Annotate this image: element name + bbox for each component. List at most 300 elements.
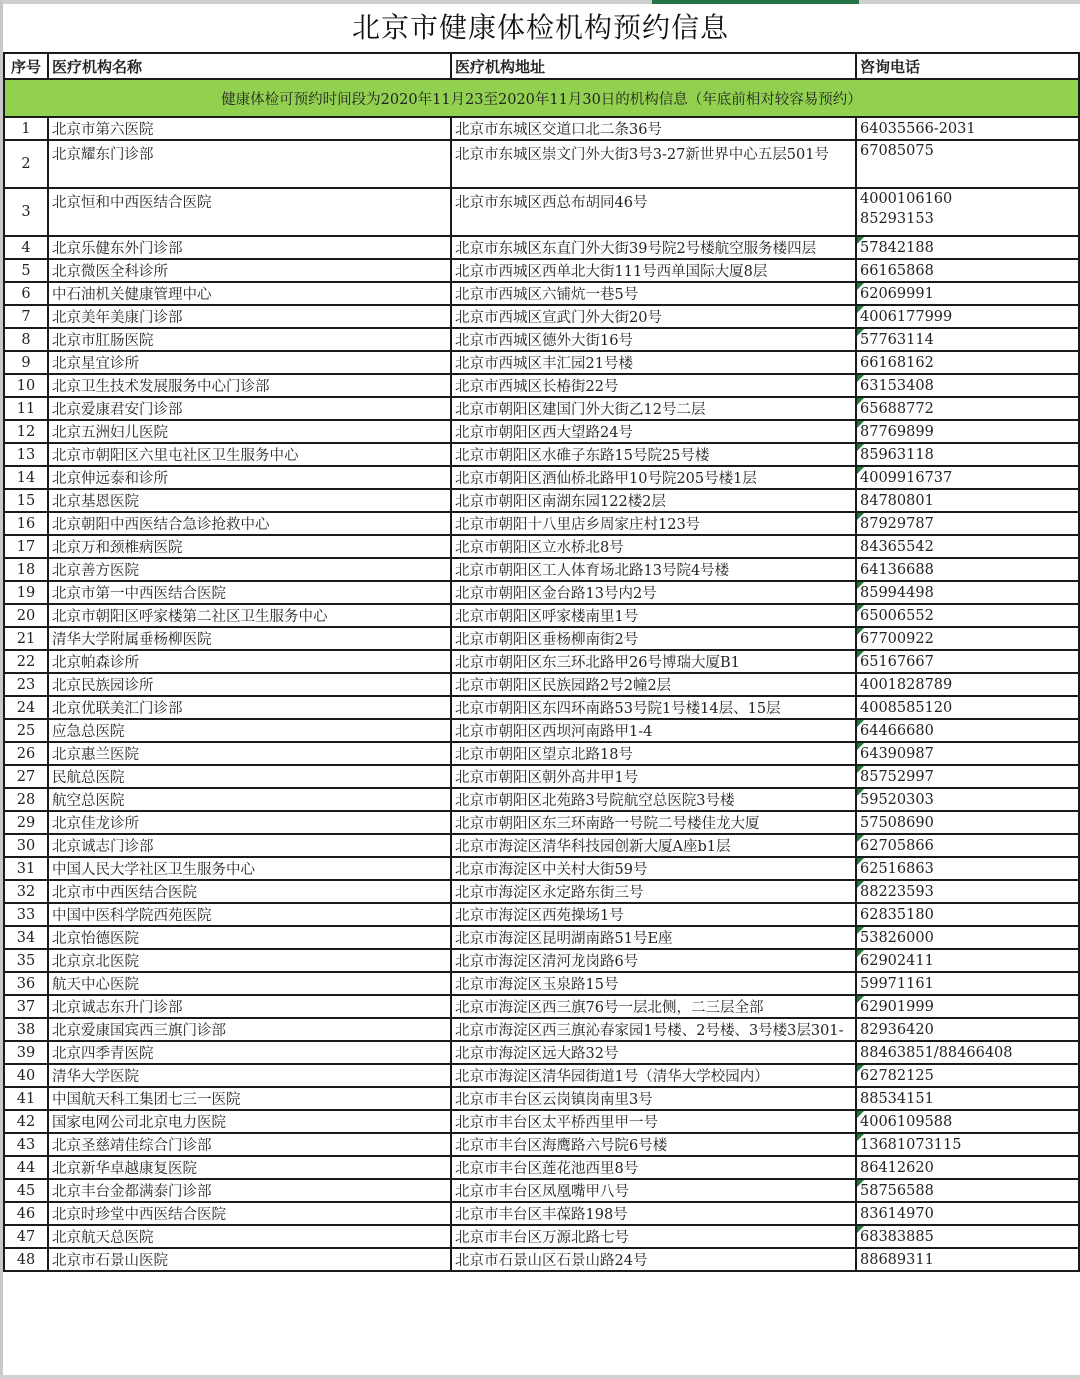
cell-phone-text: 65167667 <box>860 653 934 670</box>
cell-address[interactable] <box>451 581 856 604</box>
cell-index[interactable] <box>4 650 48 673</box>
cell-phone[interactable] <box>856 512 1079 535</box>
cell-name[interactable] <box>48 811 451 834</box>
cell-address[interactable] <box>451 995 856 1018</box>
cell-index[interactable] <box>4 604 48 627</box>
cell-name[interactable] <box>48 1248 451 1271</box>
cell-name[interactable] <box>48 328 451 351</box>
table-row <box>4 259 1079 282</box>
cell-index-text: 6 <box>21 285 31 302</box>
cell-index-text: 17 <box>16 538 36 555</box>
cell-address-text: 北京市朝阳区西大望路24号 <box>455 425 633 441</box>
cell-name-text: 清华大学附属垂杨柳医院 <box>52 632 212 648</box>
cell-phone[interactable] <box>856 443 1079 466</box>
header-phone[interactable]: 咨询电话 <box>856 53 1079 79</box>
cell-phone[interactable] <box>856 1133 1079 1156</box>
table-row <box>4 489 1079 512</box>
cell-address[interactable] <box>451 834 856 857</box>
number-as-text-warning-icon <box>857 858 864 865</box>
cell-name[interactable] <box>48 466 451 489</box>
cell-name[interactable] <box>48 673 451 696</box>
cell-index[interactable] <box>4 788 48 811</box>
cell-phone[interactable] <box>856 1110 1079 1133</box>
cell-address[interactable] <box>451 1202 856 1225</box>
cell-address[interactable] <box>451 328 856 351</box>
table-row <box>4 1179 1079 1202</box>
cell-index[interactable] <box>4 1041 48 1064</box>
table-row <box>4 1018 1079 1041</box>
cell-address-text: 北京市西城区西单北大街111号西单国际大厦8层 <box>455 264 768 280</box>
cell-name[interactable] <box>48 949 451 972</box>
cell-index[interactable] <box>4 1225 48 1248</box>
cell-address-text: 北京市东城区西总布胡同46号 <box>455 195 648 211</box>
cell-index-text: 22 <box>16 653 36 670</box>
number-as-text-warning-icon <box>857 720 864 727</box>
cell-name[interactable] <box>48 880 451 903</box>
cell-phone[interactable] <box>856 765 1079 788</box>
cell-address[interactable] <box>451 282 856 305</box>
cell-index[interactable] <box>4 443 48 466</box>
cell-name-text: 北京市朝阳区呼家楼第二社区卫生服务中心 <box>52 609 328 625</box>
cell-phone[interactable] <box>856 188 1079 236</box>
cell-name[interactable] <box>48 696 451 719</box>
number-as-text-warning-icon <box>857 329 864 336</box>
cell-index[interactable] <box>4 558 48 581</box>
cell-index[interactable] <box>4 259 48 282</box>
cell-index-text: 14 <box>16 469 36 486</box>
cell-phone[interactable] <box>856 466 1079 489</box>
cell-phone[interactable] <box>856 117 1079 140</box>
number-as-text-warning-icon <box>857 789 864 796</box>
number-as-text-warning-icon <box>857 421 864 428</box>
cell-phone[interactable] <box>856 305 1079 328</box>
cell-address[interactable] <box>451 949 856 972</box>
cell-name[interactable] <box>48 188 451 236</box>
cell-phone[interactable] <box>856 650 1079 673</box>
number-as-text-warning-icon <box>857 743 864 750</box>
cell-phone[interactable] <box>856 259 1079 282</box>
table-row <box>4 650 1079 673</box>
cell-address-text: 北京市海淀区清河龙岗路6号 <box>455 954 639 970</box>
cell-name-text: 中国中医科学院西苑医院 <box>52 908 212 924</box>
table-row <box>4 1041 1079 1064</box>
cell-address[interactable] <box>451 1087 856 1110</box>
cell-phone-text: 84365542 <box>860 538 934 555</box>
cell-index[interactable] <box>4 374 48 397</box>
cell-address[interactable] <box>451 742 856 765</box>
cell-phone-text: 65006552 <box>860 607 934 624</box>
cell-name[interactable] <box>48 857 451 880</box>
cell-index[interactable] <box>4 834 48 857</box>
cell-phone[interactable] <box>856 903 1079 926</box>
cell-phone[interactable] <box>856 1248 1079 1271</box>
header-index[interactable]: 序号 <box>4 53 48 79</box>
cell-phone[interactable] <box>856 1064 1079 1087</box>
cell-phone-text: 62705866 <box>860 837 934 854</box>
cell-address[interactable] <box>451 351 856 374</box>
cell-name-text: 北京圣慈靖佳综合门诊部 <box>52 1138 212 1154</box>
cell-address[interactable] <box>451 696 856 719</box>
cell-name[interactable] <box>48 443 451 466</box>
cell-index[interactable] <box>4 1156 48 1179</box>
cell-name[interactable] <box>48 305 451 328</box>
cell-phone-text: 57842188 <box>860 239 934 256</box>
number-as-text-warning-icon <box>857 375 864 382</box>
cell-name-text: 北京新华卓越康复医院 <box>52 1161 197 1177</box>
cell-address[interactable] <box>451 1133 856 1156</box>
cell-name-text: 北京诚志东升门诊部 <box>52 1000 183 1016</box>
cell-phone[interactable] <box>856 1225 1079 1248</box>
cell-name-text: 北京万和颈椎病医院 <box>52 540 183 556</box>
cell-name[interactable] <box>48 972 451 995</box>
cell-index-text: 4 <box>21 239 31 256</box>
cell-phone[interactable] <box>856 926 1079 949</box>
cell-address[interactable] <box>451 1041 856 1064</box>
cell-name[interactable] <box>48 581 451 604</box>
cell-name[interactable] <box>48 742 451 765</box>
cell-name[interactable] <box>48 282 451 305</box>
cell-address-text: 北京市朝阳区建国门外大街乙12号二层 <box>455 402 706 418</box>
cell-address[interactable] <box>451 535 856 558</box>
cell-address-text: 北京市海淀区永定路东街三号 <box>455 885 644 901</box>
cell-phone[interactable] <box>856 140 1079 188</box>
cell-name-text: 北京诚志门诊部 <box>52 839 154 855</box>
cell-phone[interactable] <box>856 673 1079 696</box>
cell-index[interactable] <box>4 236 48 259</box>
cell-index[interactable] <box>4 1133 48 1156</box>
cell-address[interactable] <box>451 765 856 788</box>
cell-index-text: 19 <box>16 584 36 601</box>
cell-index[interactable] <box>4 581 48 604</box>
cell-phone[interactable] <box>856 397 1079 420</box>
cell-address[interactable] <box>451 627 856 650</box>
cell-name-text: 北京市朝阳区六里屯社区卫生服务中心 <box>52 448 299 464</box>
cell-name-text: 北京京北医院 <box>52 954 139 970</box>
cell-address[interactable] <box>451 188 856 236</box>
cell-address[interactable] <box>451 117 856 140</box>
cell-name[interactable] <box>48 650 451 673</box>
table-row <box>4 117 1079 140</box>
table-row <box>4 627 1079 650</box>
cell-phone[interactable] <box>856 328 1079 351</box>
cell-phone[interactable] <box>856 1179 1079 1202</box>
cell-phone-text: 67085075 <box>860 143 934 159</box>
cell-name-text: 北京帕森诊所 <box>52 655 139 671</box>
cell-name[interactable] <box>48 420 451 443</box>
cell-phone[interactable] <box>856 1156 1079 1179</box>
cell-address[interactable] <box>451 719 856 742</box>
cell-phone-text: 88534151 <box>860 1090 934 1107</box>
cell-index[interactable] <box>4 188 48 236</box>
cell-phone[interactable] <box>856 949 1079 972</box>
cell-index-text: 29 <box>16 814 36 831</box>
cell-address[interactable] <box>451 926 856 949</box>
cell-phone-text: 59520303 <box>860 791 934 808</box>
table-row <box>4 880 1079 903</box>
cell-index[interactable] <box>4 420 48 443</box>
cell-name[interactable] <box>48 903 451 926</box>
cell-name[interactable] <box>48 1110 451 1133</box>
cell-name-text: 应急总医院 <box>52 724 125 740</box>
cell-name[interactable] <box>48 558 451 581</box>
cell-index-text: 41 <box>16 1090 36 1107</box>
cell-name[interactable] <box>48 765 451 788</box>
cell-name[interactable] <box>48 489 451 512</box>
cell-phone-text: 85752997 <box>860 768 934 785</box>
cell-phone[interactable] <box>856 627 1079 650</box>
table-row <box>4 949 1079 972</box>
cell-address[interactable] <box>451 420 856 443</box>
cell-index[interactable] <box>4 1110 48 1133</box>
cell-phone-text: 62069991 <box>860 285 934 302</box>
number-as-text-warning-icon <box>857 1065 864 1072</box>
cell-address-text: 北京市丰台区丰葆路198号 <box>455 1207 628 1223</box>
cell-name-text: 北京基恩医院 <box>52 494 139 510</box>
cell-name[interactable] <box>48 140 451 188</box>
cell-phone-text: 66165868 <box>860 262 934 279</box>
cell-index-text: 24 <box>16 699 36 716</box>
cell-phone[interactable] <box>856 351 1079 374</box>
header-name[interactable]: 医疗机构名称 <box>48 53 451 79</box>
table-row <box>4 374 1079 397</box>
cell-name[interactable] <box>48 834 451 857</box>
cell-phone[interactable] <box>856 282 1079 305</box>
cell-name[interactable] <box>48 351 451 374</box>
cell-index[interactable] <box>4 949 48 972</box>
table-row <box>4 719 1079 742</box>
cell-name-text: 北京丰台金都满泰门诊部 <box>52 1184 212 1200</box>
cell-index[interactable] <box>4 282 48 305</box>
cell-phone[interactable] <box>856 834 1079 857</box>
table-row <box>4 236 1079 259</box>
cell-index[interactable] <box>4 719 48 742</box>
cell-name[interactable] <box>48 1041 451 1064</box>
cell-phone[interactable] <box>856 1087 1079 1110</box>
cell-phone[interactable] <box>856 535 1079 558</box>
cell-address[interactable] <box>451 1018 856 1041</box>
cell-address[interactable] <box>451 880 856 903</box>
cell-index[interactable] <box>4 811 48 834</box>
table-row <box>4 397 1079 420</box>
cell-phone[interactable] <box>856 696 1079 719</box>
cell-index-text: 31 <box>16 860 36 877</box>
cell-name[interactable] <box>48 1018 451 1041</box>
cell-index[interactable] <box>4 742 48 765</box>
cell-name[interactable] <box>48 627 451 650</box>
number-as-text-warning-icon <box>857 927 864 934</box>
cell-index[interactable] <box>4 117 48 140</box>
cell-phone[interactable] <box>856 558 1079 581</box>
header-row <box>4 53 1079 79</box>
table-row <box>4 305 1079 328</box>
cell-index[interactable] <box>4 305 48 328</box>
cell-address[interactable] <box>451 397 856 420</box>
cell-index-text: 48 <box>16 1251 36 1268</box>
cell-phone[interactable] <box>856 374 1079 397</box>
cell-address[interactable] <box>451 1064 856 1087</box>
cell-name[interactable] <box>48 995 451 1018</box>
cell-address[interactable] <box>451 512 856 535</box>
cell-name-text: 北京善方医院 <box>52 563 139 579</box>
cell-phone[interactable] <box>856 811 1079 834</box>
cell-index[interactable] <box>4 627 48 650</box>
cell-phone[interactable] <box>856 719 1079 742</box>
cell-address[interactable] <box>451 673 856 696</box>
number-as-text-warning-icon <box>857 582 864 589</box>
cell-index[interactable] <box>4 466 48 489</box>
cell-index-text: 38 <box>16 1021 36 1038</box>
cell-address[interactable] <box>451 1156 856 1179</box>
cell-name[interactable] <box>48 512 451 535</box>
cell-address[interactable] <box>451 489 856 512</box>
cell-address-text: 北京市东城区崇文门外大街3号3-27新世界中心五层501号 <box>455 147 829 163</box>
number-as-text-warning-icon <box>857 1111 864 1118</box>
cell-name[interactable] <box>48 259 451 282</box>
cell-index[interactable] <box>4 673 48 696</box>
cell-address-text: 北京市朝阳区金台路13号内2号 <box>455 586 657 602</box>
cell-name[interactable] <box>48 1133 451 1156</box>
cell-phone-text: 13681073115 <box>860 1136 962 1153</box>
cell-name[interactable] <box>48 374 451 397</box>
cell-phone[interactable] <box>856 420 1079 443</box>
cell-address[interactable] <box>451 140 856 188</box>
number-as-text-warning-icon <box>857 628 864 635</box>
cell-index[interactable] <box>4 765 48 788</box>
cell-index[interactable] <box>4 1064 48 1087</box>
table-row <box>4 558 1079 581</box>
cell-phone[interactable] <box>856 236 1079 259</box>
cell-address[interactable] <box>451 1110 856 1133</box>
cell-phone[interactable] <box>856 1018 1079 1041</box>
cell-phone[interactable] <box>856 581 1079 604</box>
cell-index[interactable] <box>4 926 48 949</box>
cell-phone-text: 57508690 <box>860 814 934 831</box>
cell-name[interactable] <box>48 1156 451 1179</box>
page-title: 北京市健康体检机构预约信息 <box>351 11 729 44</box>
cell-name[interactable] <box>48 236 451 259</box>
cell-name[interactable] <box>48 1179 451 1202</box>
cell-address[interactable] <box>451 374 856 397</box>
cell-index[interactable] <box>4 903 48 926</box>
cell-address[interactable] <box>451 1225 856 1248</box>
table-row <box>4 811 1079 834</box>
cell-phone[interactable] <box>856 857 1079 880</box>
cell-phone-text: 88223593 <box>860 883 934 900</box>
cell-index[interactable] <box>4 995 48 1018</box>
cell-phone[interactable] <box>856 1041 1079 1064</box>
cell-index[interactable] <box>4 535 48 558</box>
cell-index[interactable] <box>4 1087 48 1110</box>
header-address[interactable]: 医疗机构地址 <box>451 53 856 79</box>
cell-index[interactable] <box>4 696 48 719</box>
number-as-text-warning-icon <box>857 605 864 612</box>
cell-address-text: 北京市西城区长椿街22号 <box>455 379 619 395</box>
cell-index[interactable] <box>4 857 48 880</box>
cell-phone-text: 88463851/88466408 <box>860 1044 1013 1061</box>
cell-phone[interactable] <box>856 995 1079 1018</box>
cell-address[interactable] <box>451 1179 856 1202</box>
cell-name[interactable] <box>48 1087 451 1110</box>
number-as-text-warning-icon <box>857 467 864 474</box>
cell-phone[interactable] <box>856 788 1079 811</box>
table-row <box>4 512 1079 535</box>
cell-address-text: 北京市海淀区清华园街道1号（清华大学校园内） <box>455 1069 769 1085</box>
cell-address[interactable] <box>451 811 856 834</box>
booking-period-banner[interactable]: 健康体检可预约时间段为2020年11月23至2020年11月30日的机构信息（年底前相对较容易预约） <box>4 79 1079 117</box>
cell-address[interactable] <box>451 466 856 489</box>
cell-index[interactable] <box>4 397 48 420</box>
cell-address[interactable] <box>451 259 856 282</box>
cell-address[interactable] <box>451 650 856 673</box>
cell-phone-text: 64466680 <box>860 722 934 739</box>
cell-phone[interactable] <box>856 742 1079 765</box>
cell-phone[interactable] <box>856 1202 1079 1225</box>
table-row <box>4 351 1079 374</box>
cell-index-text: 36 <box>16 975 36 992</box>
cell-name[interactable] <box>48 1202 451 1225</box>
cell-index-text: 16 <box>16 515 36 532</box>
cell-index[interactable] <box>4 1018 48 1041</box>
cell-name-text: 民航总医院 <box>52 770 125 786</box>
table-row <box>4 1064 1079 1087</box>
cell-index[interactable] <box>4 328 48 351</box>
cell-name[interactable] <box>48 719 451 742</box>
cell-index-text: 18 <box>16 561 36 578</box>
cell-address[interactable] <box>451 972 856 995</box>
cell-address[interactable] <box>451 305 856 328</box>
cell-phone[interactable] <box>856 604 1079 627</box>
cell-name[interactable] <box>48 117 451 140</box>
cell-name-text: 北京乐健东外门诊部 <box>52 241 183 257</box>
cell-index[interactable] <box>4 1248 48 1271</box>
cell-phone-text: 87929787 <box>860 515 934 532</box>
cell-phone-text: 68383885 <box>860 1228 934 1245</box>
cell-phone[interactable] <box>856 972 1079 995</box>
cell-name[interactable] <box>48 926 451 949</box>
cell-index[interactable] <box>4 1202 48 1225</box>
cell-name[interactable] <box>48 1064 451 1087</box>
cell-index[interactable] <box>4 140 48 188</box>
cell-address[interactable] <box>451 558 856 581</box>
number-as-text-warning-icon <box>857 996 864 1003</box>
cell-address[interactable] <box>451 788 856 811</box>
cell-index[interactable] <box>4 351 48 374</box>
cell-phone-text: 4000106160 <box>860 191 953 207</box>
cell-name[interactable] <box>48 788 451 811</box>
cell-phone[interactable] <box>856 880 1079 903</box>
cell-name[interactable] <box>48 604 451 627</box>
cell-address[interactable] <box>451 857 856 880</box>
cell-address[interactable] <box>451 1248 856 1271</box>
cell-phone-text: 86412620 <box>860 1159 934 1176</box>
cell-index[interactable] <box>4 1179 48 1202</box>
cell-name[interactable] <box>48 1225 451 1248</box>
cell-index[interactable] <box>4 489 48 512</box>
cell-index[interactable] <box>4 880 48 903</box>
cell-address[interactable] <box>451 443 856 466</box>
cell-index[interactable] <box>4 512 48 535</box>
cell-address-text: 北京市海淀区西三旗76号一层北侧，二三层全部 <box>455 1000 764 1016</box>
cell-address[interactable] <box>451 903 856 926</box>
cell-index[interactable] <box>4 972 48 995</box>
cell-name[interactable] <box>48 397 451 420</box>
cell-address[interactable] <box>451 604 856 627</box>
cell-phone-text: 67700922 <box>860 630 934 647</box>
cell-address[interactable] <box>451 236 856 259</box>
cell-index-text: 9 <box>21 354 31 371</box>
cell-name[interactable] <box>48 535 451 558</box>
cell-phone[interactable] <box>856 489 1079 512</box>
